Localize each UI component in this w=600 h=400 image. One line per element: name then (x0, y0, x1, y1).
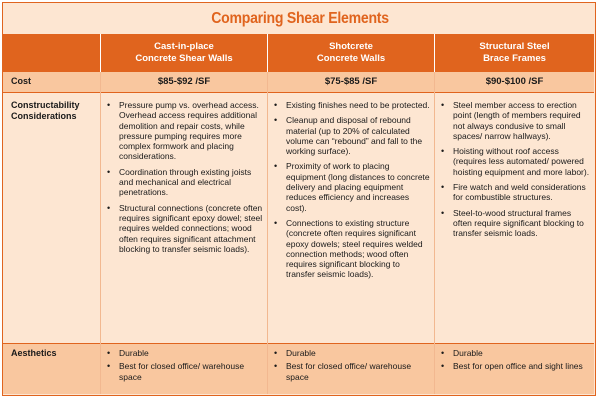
list-item: • Cleanup and disposal of rebound material (up to 20% of calculated volume can “rebound” and fall to the working surface). (270, 115, 430, 156)
constructability-list-cast-in-place (103, 100, 263, 259)
list-item: • Durable (103, 348, 263, 358)
list-item: • Steel member access to erection point (length of members required not always condusive to small spaces/ narrow hallways). (437, 100, 591, 141)
column-divider (434, 72, 435, 394)
column-divider (100, 34, 101, 72)
column-divider (267, 34, 268, 72)
table-title: Comparing Shear Elements (211, 10, 389, 27)
aesthetics-list-steel-brace (437, 348, 591, 377)
column-header-cast-in-place: Cast-in-place Concrete Shear Walls (135, 41, 233, 64)
list-item: • Best for closed office/ warehouse space (103, 361, 263, 382)
constructability-list-shotcrete (270, 100, 430, 285)
list-item: • Durable (270, 348, 430, 358)
list-item: • Connections to existing structure (concrete often requires significant epoxy dowels; steel requires welded connection methods; wood often requires significant blocking to transfer seismic loads). (270, 218, 430, 280)
list-item: • Proximity of work to placing equipment (long distances to concrete delivery and placing equipment reduces efficiency and increases cost). (270, 161, 430, 212)
aesthetics-list-cast-in-place (103, 348, 263, 387)
list-item: • Fire watch and weld considerations for combustible structures. (437, 182, 591, 203)
constructability-list-steel-brace (437, 100, 591, 244)
list-item: • Pressure pump vs. overhead access. Overhead access requires additional demolition and repair costs, while pressure pumping requires more complex formwork and placing considerations. (103, 100, 263, 162)
column-divider (434, 34, 435, 72)
list-item: • Steel-to-wood structural frames often require significant blocking to transfer seismic loads. (437, 208, 591, 239)
column-divider (267, 72, 268, 394)
comparison-table (2, 2, 596, 396)
list-item: • Hoisting without roof access (requires less automated/ powered hoisting equipment and more labor). (437, 146, 591, 177)
column-header-steel-brace: Structural Steel Brace Frames (479, 41, 550, 64)
list-item: • Existing finishes need to be protected. (270, 100, 430, 110)
row-divider (3, 92, 594, 93)
constructability-label: Constructability Considerations (11, 100, 80, 121)
list-item: • Structural connections (concrete often requires significant epoxy dowel; steel requires welded connections; wood often requires significant attachment blocking to transfer seismic loads). (103, 203, 263, 254)
list-item: • Best for open office and sight lines (437, 361, 591, 371)
aesthetics-label: Aesthetics (11, 348, 57, 358)
aesthetics-list-shotcrete (270, 348, 430, 387)
list-item: • Best for closed office/ warehouse space (270, 361, 430, 382)
cost-value-shotcrete: $75-$85 /SF (324, 76, 378, 87)
cost-value-cast-in-place: $85-$92 /SF (157, 76, 211, 87)
list-item: • Durable (437, 348, 591, 358)
cost-label: Cost (11, 76, 31, 86)
list-item: • Coordination through existing joists and mechanical and electrical penetrations. (103, 167, 263, 198)
cost-value-steel-brace: $90-$100 /SF (485, 76, 544, 87)
column-header-shotcrete: Shotcrete Concrete Walls (316, 41, 386, 64)
row-divider (3, 343, 594, 344)
column-divider (100, 72, 101, 394)
